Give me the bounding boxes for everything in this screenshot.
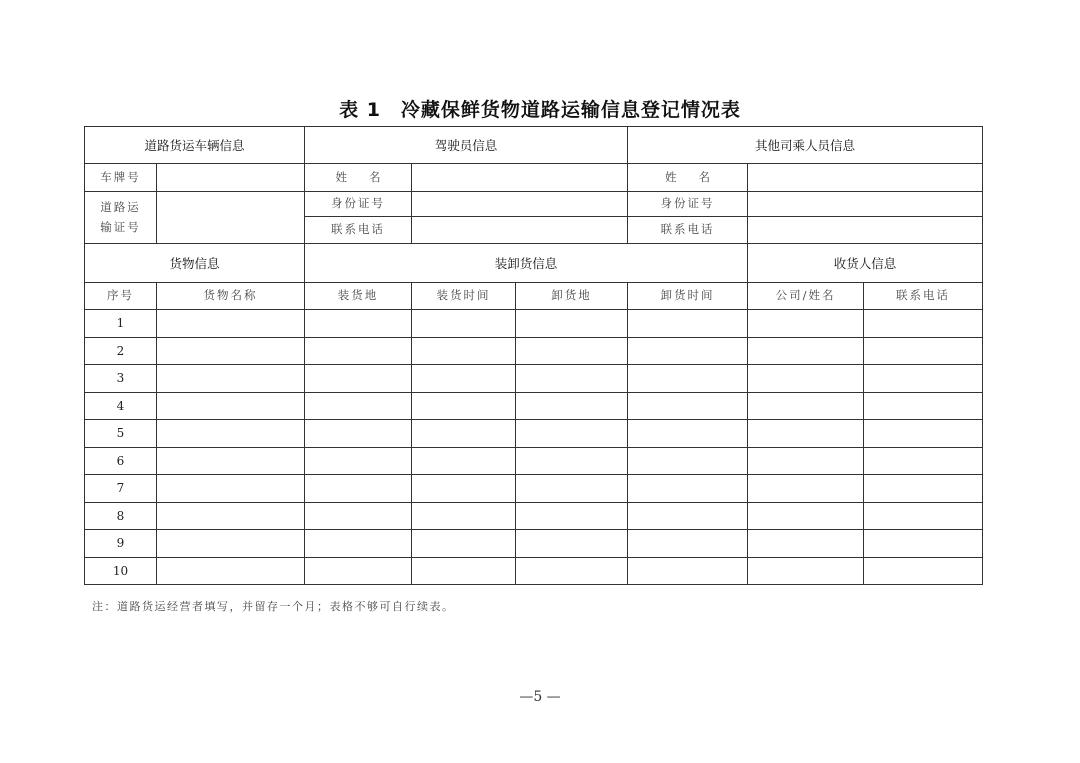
- data-cell[interactable]: [864, 392, 983, 420]
- data-cell[interactable]: [516, 447, 628, 475]
- data-cell[interactable]: [157, 337, 305, 365]
- data-cell[interactable]: [628, 475, 748, 503]
- data-cell[interactable]: [412, 337, 516, 365]
- data-cell[interactable]: [864, 557, 983, 585]
- data-cell[interactable]: [305, 557, 412, 585]
- crew-name-cell[interactable]: [748, 164, 983, 192]
- row-number: 3: [85, 365, 157, 393]
- column-header: 卸货地: [516, 283, 628, 310]
- row-number: 10: [85, 557, 157, 585]
- data-cell[interactable]: [516, 392, 628, 420]
- row-number: 6: [85, 447, 157, 475]
- data-cell[interactable]: [864, 365, 983, 393]
- page-number: —5 —: [519, 689, 561, 705]
- row-number: 4: [85, 392, 157, 420]
- data-cell[interactable]: [157, 392, 305, 420]
- plate-number-label: 车牌号: [85, 164, 157, 192]
- table-title: 表 1 冷藏保鲜货物道路运输信息登记情况表: [339, 99, 741, 121]
- table-row: [85, 557, 983, 585]
- transport-permit-cell[interactable]: [157, 192, 305, 244]
- table-note: 注：道路货运经营者填写，并留存一个月；表格不够可自行续表。: [92, 600, 455, 613]
- table-row: [85, 447, 983, 475]
- table-row: [85, 310, 983, 338]
- data-cell[interactable]: [628, 557, 748, 585]
- crew-id-cell[interactable]: [748, 192, 983, 217]
- section-goods-info: 货物信息: [85, 244, 305, 283]
- data-cell[interactable]: [864, 420, 983, 448]
- data-cell[interactable]: [412, 365, 516, 393]
- column-header: 卸货时间: [628, 283, 748, 310]
- data-cell[interactable]: [412, 310, 516, 338]
- data-cell[interactable]: [628, 420, 748, 448]
- plate-number-cell[interactable]: [157, 164, 305, 192]
- section-vehicle-info: 道路货运车辆信息: [85, 127, 305, 164]
- data-cell[interactable]: [748, 310, 864, 338]
- row-number: 8: [85, 502, 157, 530]
- driver-id-cell[interactable]: [412, 192, 628, 217]
- row-number: 5: [85, 420, 157, 448]
- driver-name-label: 姓名: [305, 164, 412, 192]
- data-cell[interactable]: [628, 365, 748, 393]
- data-cell[interactable]: [412, 530, 516, 558]
- row-number: 1: [85, 310, 157, 338]
- crew-name-label: 姓名: [628, 164, 748, 192]
- data-cell[interactable]: [157, 530, 305, 558]
- table-row: [85, 420, 983, 448]
- data-cell[interactable]: [864, 502, 983, 530]
- data-cell[interactable]: [412, 392, 516, 420]
- data-cell[interactable]: [412, 475, 516, 503]
- column-header: 装货时间: [412, 283, 516, 310]
- section-consignee-info: 收货人信息: [748, 244, 983, 283]
- data-cell[interactable]: [748, 420, 864, 448]
- driver-name-cell[interactable]: [412, 164, 628, 192]
- driver-phone-cell[interactable]: [412, 217, 628, 244]
- data-cell[interactable]: [157, 365, 305, 393]
- data-cell[interactable]: [157, 420, 305, 448]
- data-cell[interactable]: [864, 530, 983, 558]
- data-cell[interactable]: [628, 310, 748, 338]
- transport-permit-label: 道路运输证号: [85, 192, 157, 244]
- row-number: 7: [85, 475, 157, 503]
- data-cell[interactable]: [628, 337, 748, 365]
- row-number: 9: [85, 530, 157, 558]
- data-cell[interactable]: [412, 502, 516, 530]
- driver-id-label: 身份证号: [305, 192, 412, 217]
- data-cell[interactable]: [516, 420, 628, 448]
- data-cell[interactable]: [305, 420, 412, 448]
- section-driver-info: 驾驶员信息: [305, 127, 628, 164]
- data-cell[interactable]: [412, 420, 516, 448]
- registration-table: [84, 126, 983, 585]
- table-row: [85, 337, 983, 365]
- data-cell[interactable]: [864, 310, 983, 338]
- column-header: 序号: [85, 283, 157, 310]
- column-header: 公司/姓名: [748, 283, 864, 310]
- data-cell[interactable]: [748, 447, 864, 475]
- data-cell[interactable]: [864, 447, 983, 475]
- data-cell[interactable]: [628, 392, 748, 420]
- column-header: 装货地: [305, 283, 412, 310]
- data-cell[interactable]: [305, 502, 412, 530]
- data-cell[interactable]: [748, 392, 864, 420]
- column-header: 联系电话: [864, 283, 983, 310]
- section-loading-info: 装卸货信息: [305, 244, 748, 283]
- data-cell[interactable]: [516, 337, 628, 365]
- column-header-row: [85, 283, 983, 310]
- data-cell[interactable]: [864, 475, 983, 503]
- data-cell[interactable]: [516, 310, 628, 338]
- data-cell[interactable]: [305, 337, 412, 365]
- data-cell[interactable]: [628, 447, 748, 475]
- row-number: 2: [85, 337, 157, 365]
- data-cell[interactable]: [157, 475, 305, 503]
- data-cell[interactable]: [748, 475, 864, 503]
- table-row: [85, 475, 983, 503]
- data-cell[interactable]: [412, 447, 516, 475]
- crew-phone-label: 联系电话: [628, 217, 748, 244]
- data-cell[interactable]: [157, 502, 305, 530]
- data-cell[interactable]: [305, 530, 412, 558]
- data-cell[interactable]: [305, 447, 412, 475]
- data-cell[interactable]: [516, 365, 628, 393]
- data-cell[interactable]: [305, 365, 412, 393]
- data-cell[interactable]: [157, 557, 305, 585]
- data-cell[interactable]: [516, 530, 628, 558]
- column-header: 货物名称: [157, 283, 305, 310]
- crew-phone-cell[interactable]: [748, 217, 983, 244]
- data-cell[interactable]: [516, 502, 628, 530]
- data-cell[interactable]: [748, 530, 864, 558]
- section-other-crew-info: 其他司乘人员信息: [628, 127, 983, 164]
- data-cell[interactable]: [748, 337, 864, 365]
- table-row: [85, 392, 983, 420]
- data-cell[interactable]: [305, 310, 412, 338]
- data-cell[interactable]: [412, 557, 516, 585]
- data-cell[interactable]: [628, 502, 748, 530]
- table-row: [85, 502, 983, 530]
- data-cell[interactable]: [864, 337, 983, 365]
- data-cell[interactable]: [748, 365, 864, 393]
- data-cell[interactable]: [157, 447, 305, 475]
- data-cell[interactable]: [305, 392, 412, 420]
- data-cell[interactable]: [305, 475, 412, 503]
- data-cell[interactable]: [516, 475, 628, 503]
- data-cell[interactable]: [748, 557, 864, 585]
- data-cell[interactable]: [157, 310, 305, 338]
- driver-phone-label: 联系电话: [305, 217, 412, 244]
- data-cell[interactable]: [748, 502, 864, 530]
- table-row: [85, 365, 983, 393]
- table-row: [85, 530, 983, 558]
- data-cell[interactable]: [516, 557, 628, 585]
- data-cell[interactable]: [628, 530, 748, 558]
- crew-id-label: 身份证号: [628, 192, 748, 217]
